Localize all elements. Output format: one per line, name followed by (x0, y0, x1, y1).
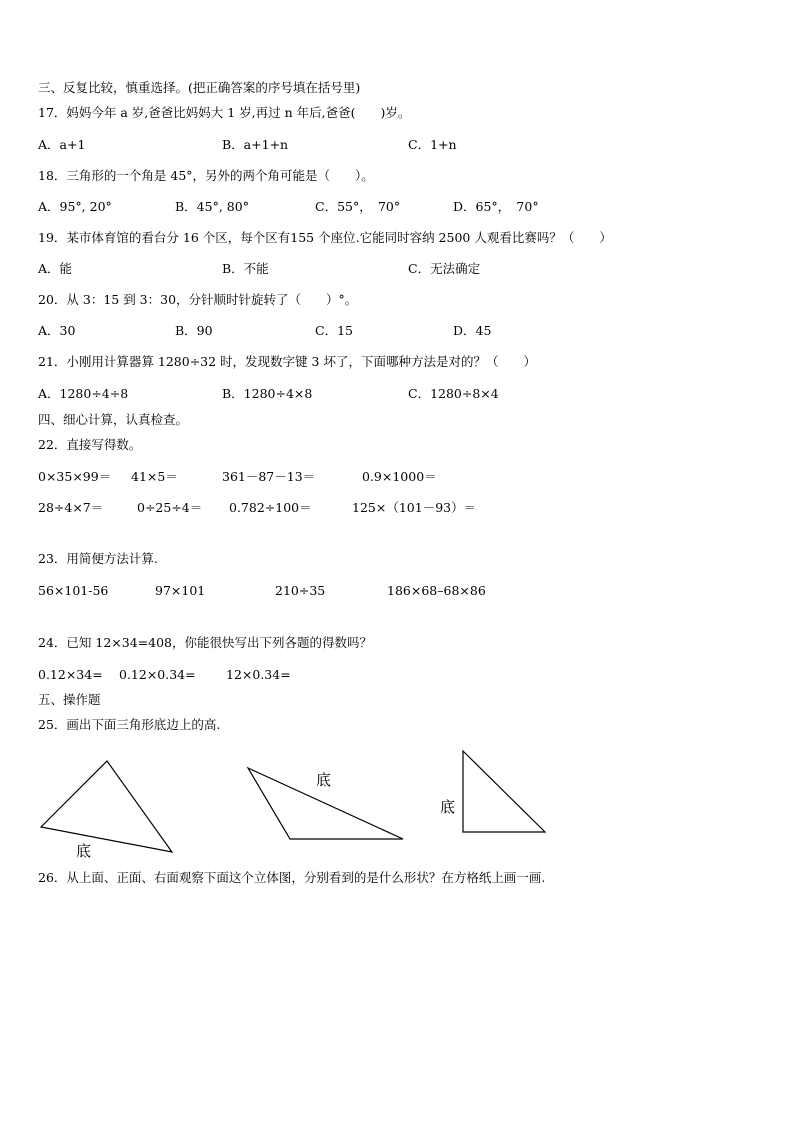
q23-item-2: 97×101 (155, 583, 206, 598)
q19-option-b: B．不能 (222, 261, 269, 276)
q19-option-a: A．能 (38, 261, 73, 276)
section-5-heading: 五、操作题 (38, 692, 101, 707)
section-4-heading: 四、细心计算，认真检查。 (38, 412, 189, 427)
q22-item-8: 125×（101－93）＝ (352, 500, 477, 515)
q18-option-c: C．55°， 70° (315, 199, 401, 214)
triangle-2-base-label: 底 (316, 771, 332, 789)
q20-option-c: C．15 (315, 323, 353, 338)
q17-option-a: A．a+1 (38, 137, 86, 152)
question-25-stem: 25．画出下面三角形底边上的高. (38, 717, 221, 732)
q18-option-a: A．95°, 20° (38, 199, 112, 214)
q22-item-3: 361－87－13＝ (222, 469, 316, 484)
q22-item-4: 0.9×1000＝ (362, 469, 437, 484)
question-26-stem: 26．从上面、正面、右面观察下面这个立体图，分别看到的是什么形状？在方格纸上画一画. (38, 870, 546, 885)
q22-item-7: 0.782÷100＝ (229, 500, 312, 515)
question-24-stem: 24．已知 12×34=408，你能很快写出下列各题的得数吗？ (38, 635, 372, 650)
q22-item-6: 0÷25÷4＝ (137, 500, 203, 515)
q18-option-d: D．65°， 70° (453, 199, 539, 214)
q24-item-3: 12×0.34= (226, 667, 291, 682)
triangle-3 (463, 751, 545, 832)
question-23-stem: 23．用简便方法计算. (38, 551, 158, 566)
q18-option-b: B．45°, 80° (175, 199, 249, 214)
q23-item-1: 56×101-56 (38, 583, 109, 598)
q20-option-a: A．30 (38, 323, 76, 338)
q21-option-a: A．1280÷4÷8 (38, 386, 129, 401)
q23-item-4: 186×68–68×86 (387, 583, 486, 598)
question-17-stem: 17．妈妈今年 a 岁,爸爸比妈妈大 1 岁,再过 n 年后,爸爸( )岁。 (38, 105, 411, 120)
question-22-stem: 22．直接写得数。 (38, 437, 142, 452)
triangle-1-base-label: 底 (76, 842, 92, 860)
q24-item-2: 0.12×0.34= (119, 667, 196, 682)
q24-item-1: 0.12×34= (38, 667, 103, 682)
q17-option-c: C．1+n (408, 137, 457, 152)
q21-option-b: B．1280÷4×8 (222, 386, 313, 401)
q21-option-c: C．1280÷8×4 (408, 386, 499, 401)
q17-option-b: B．a+1+n (222, 137, 289, 152)
question-18-stem: 18．三角形的一个角是 45°，另外的两个角可能是（ ）。 (38, 168, 374, 183)
q20-option-b: B．90 (175, 323, 213, 338)
question-19-stem: 19．某市体育馆的看台分 16 个区，每个区有155 个座位.它能同时容纳 2500 人观看比赛吗？（ ） (38, 230, 612, 245)
q19-option-c: C．无法确定 (408, 261, 481, 276)
question-21-stem: 21．小刚用计算器算 1280÷32 时，发现数字键 3 坏了，下面哪种方法是对的？（ ） (38, 354, 536, 369)
triangle-1 (41, 761, 172, 852)
q20-option-d: D．45 (453, 323, 492, 338)
q22-item-1: 0×35×99＝ (38, 469, 112, 484)
q23-item-3: 210÷35 (275, 583, 326, 598)
q22-item-5: 28÷4×7＝ (38, 500, 104, 515)
question-20-stem: 20．从 3：15 到 3：30，分针顺时针旋转了（ ）°。 (38, 292, 358, 307)
q22-item-2: 41×5＝ (131, 469, 178, 484)
section-3-heading: 三、反复比较，慎重选择。(把正确答案的序号填在括号里) (38, 80, 361, 95)
triangle-3-base-label: 底 (440, 798, 456, 816)
